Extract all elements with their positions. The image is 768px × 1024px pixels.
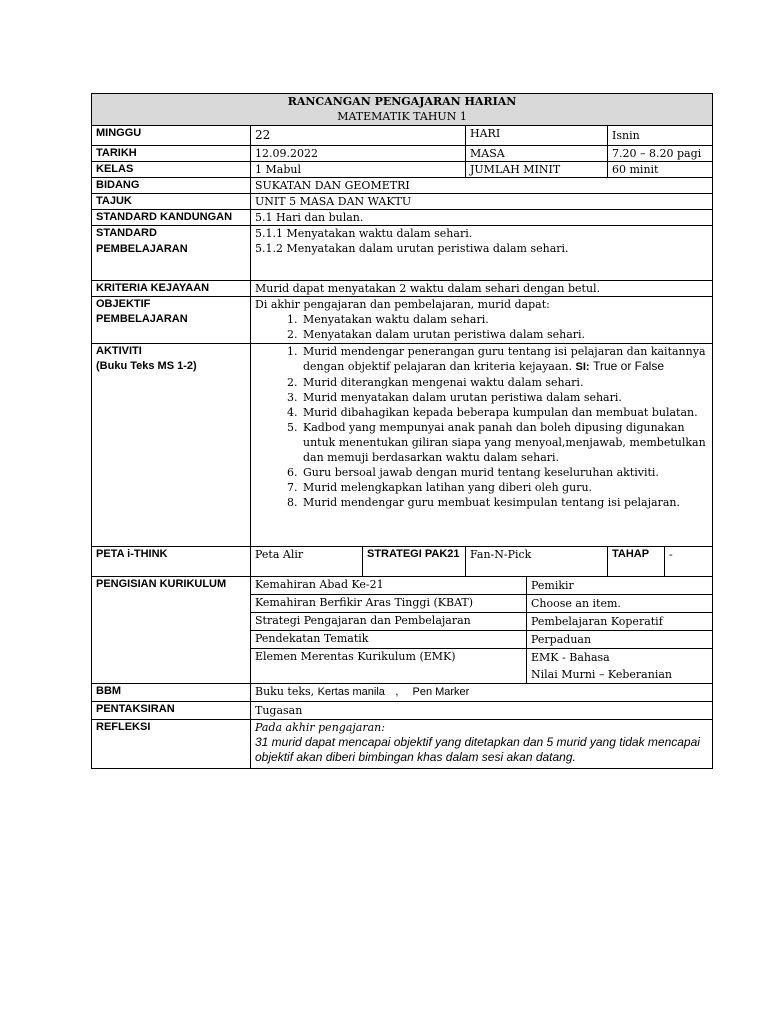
- aktiviti-item: 2. Murid diterangkan mengenai waktu dalam sehari.: [301, 375, 708, 390]
- masa-value: 7.20 – 8.20 pagi: [608, 146, 713, 162]
- pentaksiran-label: PENTAKSIRAN: [92, 702, 251, 720]
- minggu-label: MINGGU: [92, 126, 251, 146]
- tarikh-label: TARIKH: [92, 146, 251, 162]
- objektif-item: 2. Menyatakan dalam urutan peristiwa dalam sehari.: [301, 327, 708, 342]
- kriteria-value: Murid dapat menyatakan 2 waktu dalam sehari dengan betul.: [251, 281, 713, 297]
- pentaksiran-value: Tugasan: [251, 702, 713, 720]
- tahap-label: TAHAP: [608, 547, 665, 577]
- minggu-value: 22: [251, 126, 466, 146]
- kurikulum-key: Strategi Pengajaran dan Pembelajaran: [251, 613, 527, 631]
- peta-label: PETA i-THINK: [92, 547, 251, 577]
- tajuk-value: UNIT 5 MASA DAN WAKTU: [251, 194, 713, 210]
- masa-label: MASA: [466, 146, 608, 162]
- aktiviti-item: 1. Murid mendengar penerangan guru tentang isi pelajaran dan kaitannya dengan objektif pelajaran dan kriteria kejayaan. SI: True or False: [301, 344, 708, 375]
- objektif-label: OBJEKTIF PEMBELAJARAN: [92, 297, 251, 344]
- kelas-value: 1 Mabul: [251, 162, 466, 178]
- kurikulum-value: EMK - Bahasa Nilai Murni – Keberanian: [527, 649, 713, 684]
- kurikulum-label: PENGISIAN KURIKULUM: [92, 577, 251, 684]
- bidang-value: SUKATAN DAN GEOMETRI: [251, 178, 713, 194]
- aktiviti-item: 3. Murid menyatakan dalam urutan peristiwa dalam sehari.: [301, 390, 708, 405]
- sp-item: 5.1.2 Menyatakan dalam urutan peristiwa dalam sehari.: [255, 242, 569, 255]
- kurikulum-key: Kemahiran Berfikir Aras Tinggi (KBAT): [251, 595, 527, 613]
- aktiviti-value: [251, 344, 713, 547]
- kurikulum-key: Pendekatan Tematik: [251, 631, 527, 649]
- refleksi-value: Pada akhir pengajaran: 31 murid dapat mencapai objektif yang ditetapkan dan 5 murid yang tidak mencapai objektif akan diberi bimbingan khas dalam sesi akan datang.: [251, 720, 713, 769]
- kurikulum-value: Pembelajaran Koperatif: [527, 613, 713, 631]
- kurikulum-value: Pemikir: [527, 577, 713, 595]
- aktiviti-item: 8. Murid mendengar guru membuat kesimpulan tentang isi pelajaran.: [301, 495, 708, 510]
- standard-pembelajaran-value: [251, 226, 713, 281]
- sp-item: 5.1.1 Menyatakan waktu dalam sehari.: [255, 227, 473, 240]
- aktiviti-item: 5. Kadbod yang mempunyai anak panah dan boleh dipusing digunakan untuk menentukan giliran siapa yang menyoal,menjawab, membetulkan dan memuji berdasarkan waktu dalam sehari.: [301, 420, 708, 465]
- aktiviti-item: 6. Guru bersoal jawab dengan murid tentang keseluruhan aktiviti.: [301, 465, 708, 480]
- standard-kandungan-value: 5.1 Hari dan bulan.: [251, 210, 713, 226]
- hari-label: HARI: [466, 126, 608, 146]
- objektif-intro: Di akhir pengajaran dan pembelajaran, murid dapat:: [255, 298, 550, 311]
- bbm-value: Buku teks, Kertas manila , Pen Marker: [251, 684, 713, 702]
- aktiviti-label: AKTIVITI (Buku Teks MS 1-2): [92, 344, 251, 547]
- standard-pembelajaran-label: STANDARD PEMBELAJARAN: [92, 226, 251, 281]
- hari-value: Isnin: [608, 126, 713, 146]
- page-title: RANCANGAN PENGAJARAN HARIAN: [287, 95, 517, 108]
- aktiviti-item: 7. Murid melengkapkan latihan yang diberi oleh guru.: [301, 480, 708, 495]
- bidang-label: BIDANG: [92, 178, 251, 194]
- bbm-label: BBM: [92, 684, 251, 702]
- header-cell: [92, 94, 713, 126]
- kriteria-label: KRITERIA KEJAYAAN: [92, 281, 251, 297]
- kbat-select[interactable]: Choose an item.: [527, 595, 713, 613]
- lesson-plan-table: [91, 93, 713, 769]
- objektif-item: 1. Menyatakan waktu dalam sehari.: [301, 312, 708, 327]
- strategi-label: STRATEGI PAK21: [363, 547, 466, 577]
- kurikulum-key: Elemen Merentas Kurikulum (EMK): [251, 649, 527, 684]
- strategi-value: Fan-N-Pick: [466, 547, 608, 577]
- objektif-value: [251, 297, 713, 344]
- jumlah-minit-value: 60 minit: [608, 162, 713, 178]
- tajuk-label: TAJUK: [92, 194, 251, 210]
- aktiviti-item: 4. Murid dibahagikan kepada beberapa kumpulan dan membuat bulatan.: [301, 405, 708, 420]
- standard-kandungan-label: STANDARD KANDUNGAN: [92, 210, 251, 226]
- jumlah-minit-label: JUMLAH MINIT: [466, 162, 608, 178]
- tahap-value: -: [665, 547, 713, 577]
- page-subtitle: MATEMATIK TAHUN 1: [337, 110, 467, 123]
- kurikulum-key: Kemahiran Abad Ke-21: [251, 577, 527, 595]
- kelas-label: KELAS: [92, 162, 251, 178]
- refleksi-label: REFLEKSI: [92, 720, 251, 769]
- kurikulum-value: Perpaduan: [527, 631, 713, 649]
- tarikh-value: 12.09.2022: [251, 146, 466, 162]
- peta-value: Peta Alir: [251, 547, 363, 577]
